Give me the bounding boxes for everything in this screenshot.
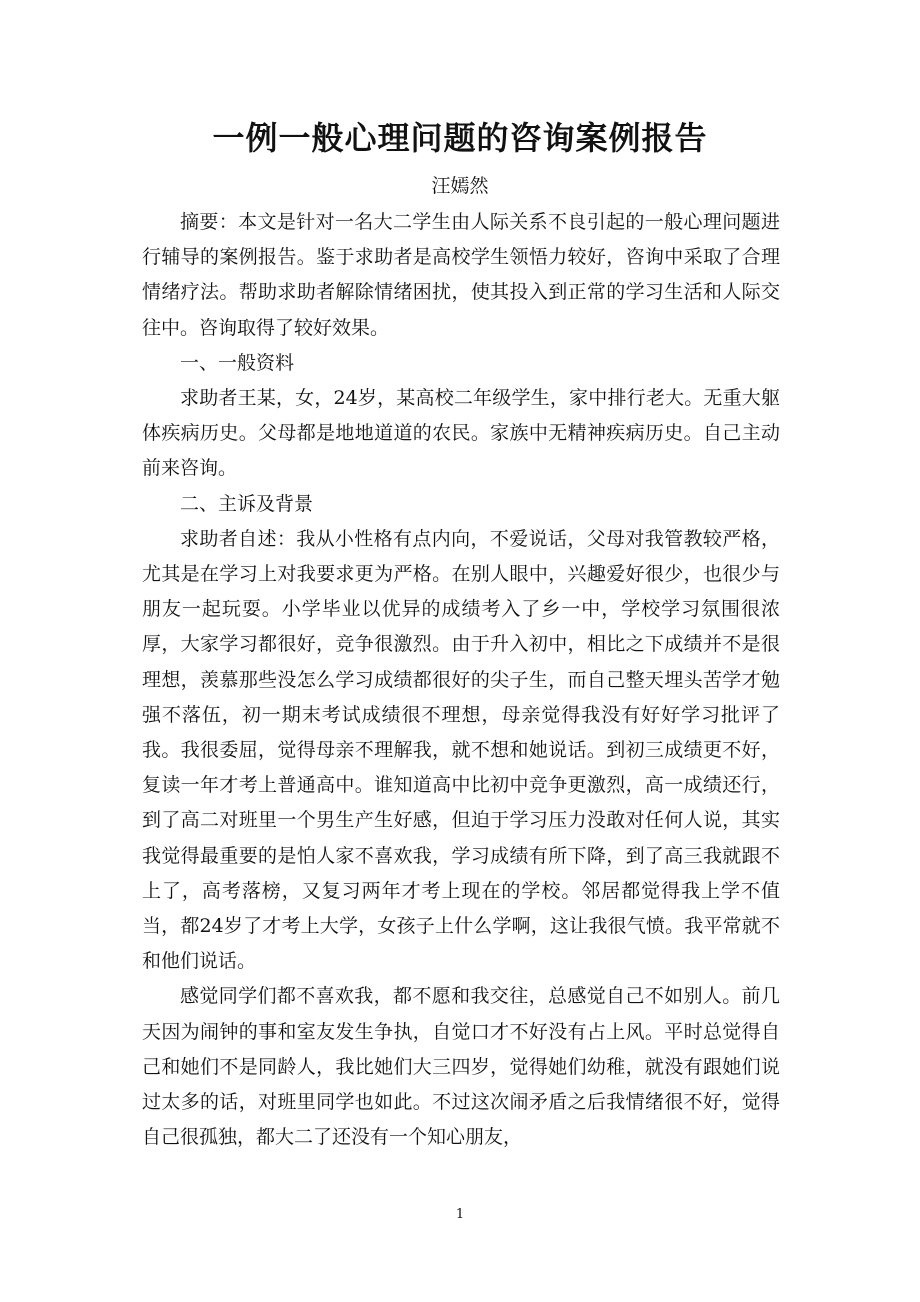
author-name: 汪嫣然 (431, 175, 489, 197)
complaint-paragraph: 求助者自述：我从小性格有点内向，不爱说话，父母对我管教较严格，尤其是在学习上对我要求更为严格。在别人眼中，兴趣爱好很少，也很少与朋友一起玩耍。小学毕业以优异的成绩考入了乡一中，学校学习氛围很浓厚，大家学习都很好，竞争很激烈。由于升入初中，相比之下成绩并不是很理想，羡慕那些没怎么学习成绩都很好的尖子生，而自己整天埋头苦学才勉强不落伍，初一期末考试成绩很不理想，母亲觉得我没有好好学习批评了我。我很委屈，觉得母亲不理解我，就不想和她说话。到初三成绩更不好，复读一年才考上普通高中。谁知道高中比初中竞争更激烈，高一成绩还行，到了高二对班里一个男生产生好感，但迫于学习压力没敢对任何人说，其实我觉得最重要的是怕人家不喜欢我，学习成绩有所下降，到了高三我就跟不上了，高考落榜，又复习两年才考上现在的学校。邻居都觉得我上学不值当，都24岁了才考上大学，女孩子上什么学啊，这让我很气愤。我平常就不和他们说话。 (142, 527, 780, 973)
abstract-paragraph: 摘要：本文是针对一名大二学生由人际关系不良引起的一般心理问题进行辅导的案例报告。鉴于求助者是高校学生领悟力较好，咨询中采取了合理情绪疗法。帮助求助者解除情绪困扰，使其投入到正常的学习生活和人际交往中。咨询取得了较好效果。 (142, 211, 780, 339)
document-body (142, 205, 780, 1155)
document-title: 一例一般心理问题的咨询案例报告 (212, 119, 708, 157)
general-info-paragraph: 求助者王某，女，24岁，某高校二年级学生，家中排行老大。无重大躯体疾病历史。父母都是地地道道的农民。家族中无精神疾病历史。自己主动前来咨询。 (142, 387, 780, 480)
page-number: 1 (455, 1207, 465, 1222)
section-heading-complaint: 二、主诉及背景 (180, 492, 314, 515)
feelings-paragraph: 感觉同学们都不喜欢我，都不愿和我交往，总感觉自己不如别人。前几天因为闹钟的事和室友发生争执，自觉口才不好没有占上风。平时总觉得自己和她们不是同龄人，我比她们大三四岁，觉得她们幼稚，就没有跟她们说过太多的话，对班里同学也如此。不过这次闹矛盾之后我情绪很不好，觉得自己很孤独，都大二了还没有一个知心朋友， (142, 985, 780, 1149)
section-heading-general-info: 一、一般资料 (180, 351, 295, 374)
